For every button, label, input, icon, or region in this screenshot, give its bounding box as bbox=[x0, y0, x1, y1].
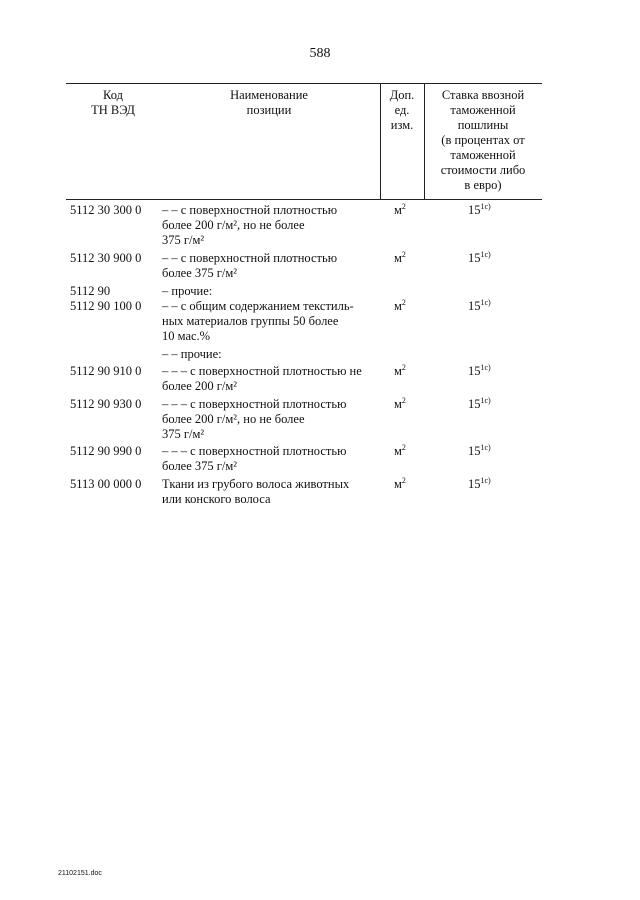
row-name: – – прочие: bbox=[162, 347, 222, 361]
row-code: 5112 90 100 0 bbox=[70, 299, 142, 313]
row-name: – – – с поверхностной плотностью более 375 г/м² bbox=[162, 444, 347, 473]
row-code: 5112 30 300 0 bbox=[70, 203, 142, 217]
row-unit: $м^2$ bbox=[394, 298, 406, 313]
row-name: – – – с поверхностной плотностью не более 200 г/м² bbox=[162, 364, 362, 393]
row-code: 5113 00 000 0 bbox=[70, 477, 142, 491]
row-name: – – – с поверхностной плотностью более 200 г/м², но не более 375 г/м² bbox=[162, 397, 347, 441]
footer-filename: 21102151.doc bbox=[58, 870, 102, 877]
row-code: 5112 90 910 0 bbox=[70, 364, 142, 378]
header-rate: Ставка ввозной таможенной пошлины (в процентах от таможенной стоимости либо в евро) bbox=[440, 88, 526, 192]
row-unit: $м^2$ bbox=[394, 476, 406, 491]
row-name: – – с общим содержанием текстиль- ных материалов группы 50 более 10 мас.% bbox=[162, 299, 354, 343]
row-unit: $м^2$ bbox=[394, 250, 406, 265]
header-unit: Доп. ед. изм. bbox=[389, 88, 415, 132]
row-name: – – с поверхностной плотностью более 375 г/м² bbox=[162, 251, 338, 280]
row-unit: $м^2$ bbox=[394, 396, 406, 411]
row-unit: $м^2$ bbox=[394, 363, 406, 378]
row-rate: $15^{1c)}$ bbox=[468, 298, 491, 313]
row-rate: $15^{1c)}$ bbox=[468, 250, 491, 265]
column-divider bbox=[424, 83, 425, 199]
row-code: 5112 90 990 0 bbox=[70, 444, 142, 458]
row-rate: $15^{1c)}$ bbox=[468, 443, 491, 458]
row-code: 5112 90 bbox=[70, 284, 111, 298]
row-rate: $15^{1c)}$ bbox=[468, 202, 491, 217]
row-code: 5112 30 900 0 bbox=[70, 251, 142, 265]
row-unit: $м^2$ bbox=[394, 443, 406, 458]
row-rate: $15^{1c)}$ bbox=[468, 363, 491, 378]
header-name: Наименование позиции bbox=[230, 88, 308, 117]
page-number: 588 bbox=[309, 46, 331, 61]
header-bottom-rule bbox=[66, 199, 542, 200]
row-code: 5112 90 930 0 bbox=[70, 397, 142, 411]
row-rate: $15^{1c)}$ bbox=[468, 396, 491, 411]
row-name: – прочие: bbox=[162, 284, 213, 298]
row-name: – – с поверхностной плотностью более 200 г/м², но не более 375 г/м² bbox=[162, 203, 338, 247]
row-unit: $м^2$ bbox=[394, 202, 406, 217]
header-code: Код ТН ВЭД bbox=[91, 88, 135, 117]
column-divider bbox=[380, 83, 381, 199]
row-name: Ткани из грубого волоса животных или конского волоса bbox=[162, 477, 350, 506]
header-top-rule bbox=[66, 83, 542, 84]
row-rate: $15^{1c)}$ bbox=[468, 476, 491, 491]
